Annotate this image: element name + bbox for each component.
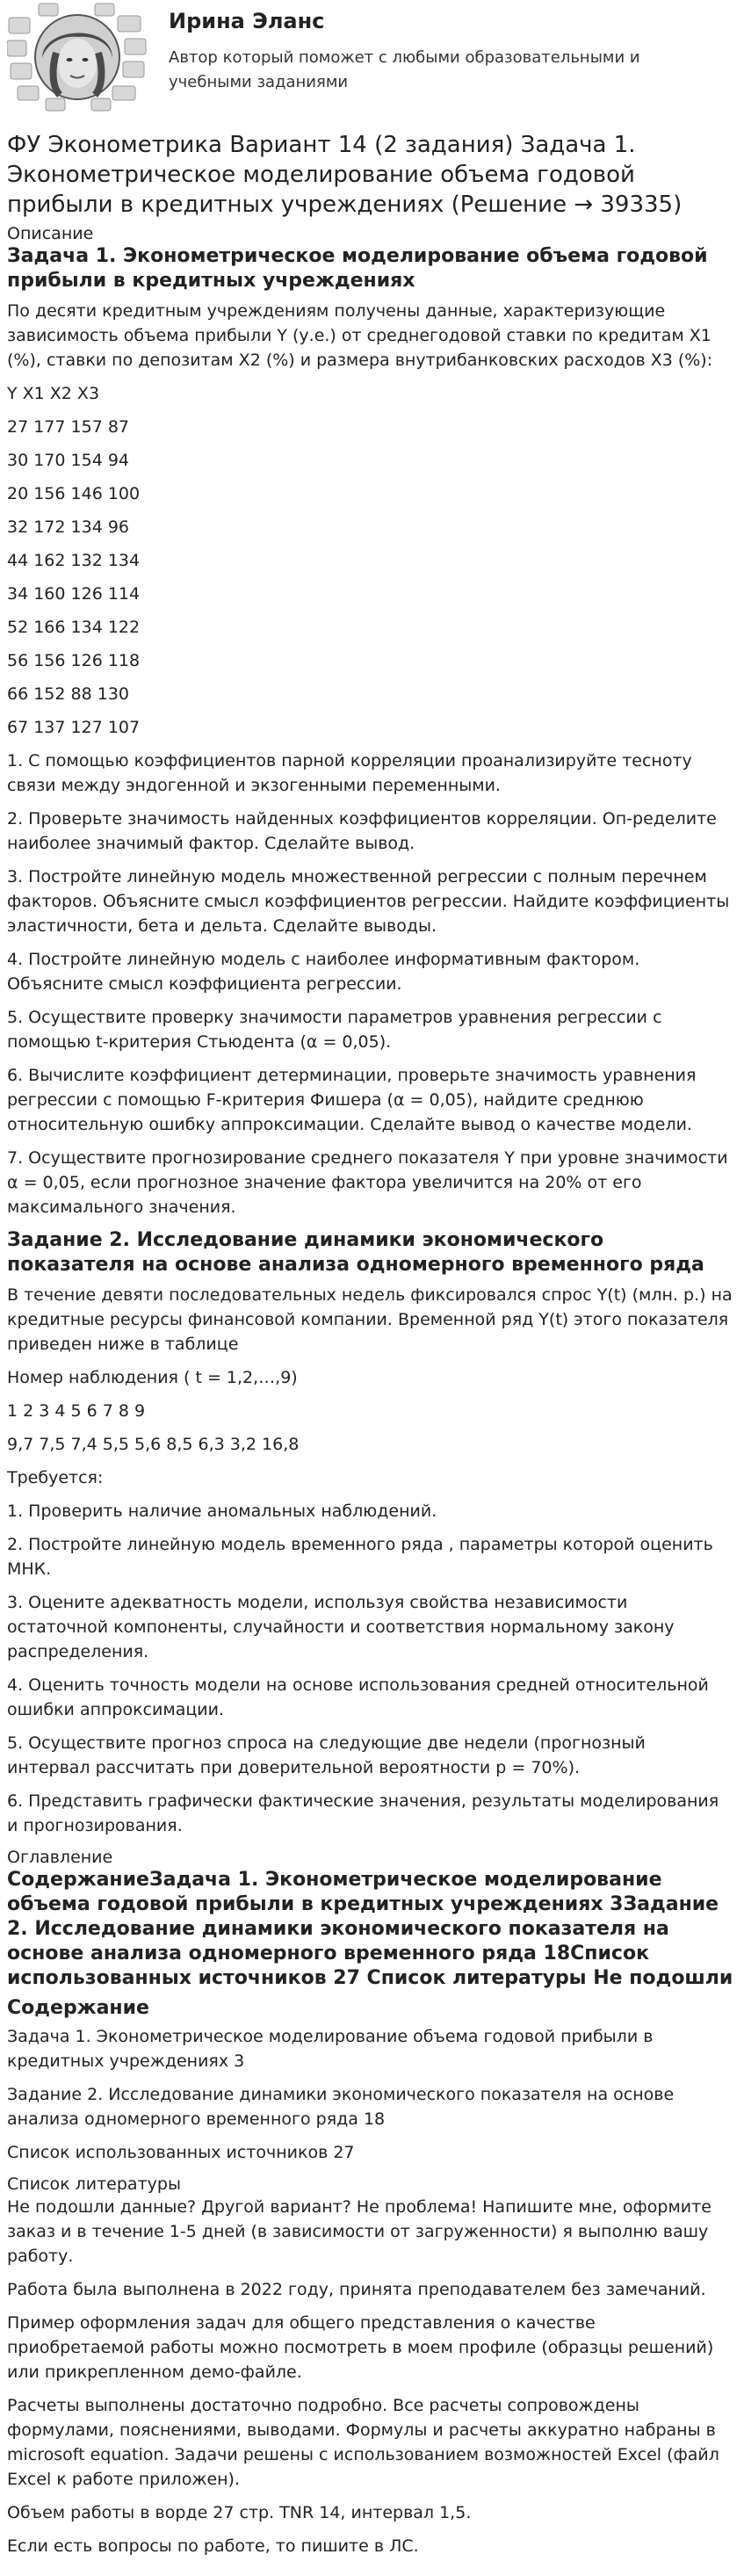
task2-heading: Задание 2. Исследование динамики экономического показателя на основе анализа одномерного временного ряда: [7, 1229, 704, 1276]
task1-row: 34 160 126 114: [7, 584, 141, 604]
avatar[interactable]: [7, 0, 148, 114]
toc-item: Задание 2. Исследование динамики экономического показателя на основе анализа одномерного временного ряда 18: [7, 2085, 675, 2129]
task2-required-label: Требуется:: [7, 1468, 104, 1487]
task1-row: 32 172 134 96: [7, 517, 130, 537]
task1-row: 44 162 132 134: [7, 551, 141, 570]
footer-paragraph: Работа была выполнена в 2022 году, принята преподавателем без замечаний.: [7, 2280, 706, 2299]
author-info: [169, 0, 696, 95]
task2-obs-values: 9,7 7,5 7,4 5,5 5,6 8,5 6,3 3,2 16,8: [7, 1435, 300, 1454]
task1-row: 20 156 146 100: [7, 484, 141, 503]
avatar-photo-icon: [7, 0, 148, 114]
toc-label: Оглавление: [7, 1848, 113, 1867]
task2-question: 3. Оцените адекватность модели, используя свойства независимости остаточной компоненты, случайности и соответствия нормальному закону распределения.: [7, 1593, 675, 1661]
task1-question: 6. Вычислите коэффициент детерминации, проверьте значимость уравнения регрессии с помощью F-критерия Фишера (α = 0,05), найдите среднюю относительную ошибку аппроксимации. Сделайте вывод о качестве модели.: [7, 1066, 697, 1134]
task1-intro: По десяти кредитным учреждениям получены данные, характеризующие зависимость объема прибыли Y (у.е.) от среднегодовой ставки по кредитам X1 (%), ставки по депозитам X2 (%) и размера внутрибанковских расходов X3 (%):: [7, 301, 713, 370]
task1-row: 66 152 88 130: [7, 684, 130, 704]
task2-question: 4. Оценить точность модели на основе использования средней относительной ошибки аппроксимации.: [7, 1675, 709, 1719]
toc-item: Задача 1. Эконометрическое моделирование объема годовой прибыли в кредитных учреждениях 3: [7, 2027, 654, 2071]
author-description: Автор который поможет с любыми образовательными и учебными заданиями: [169, 48, 640, 91]
footer-paragraph: Не подошли данные? Другой вариант? Не проблема! Напишите мне, оформите заказ и в течение 1-5 дней (в зависимости от загруженности) я выполню вашу работу.: [7, 2197, 711, 2266]
toc-heading: Содержание: [7, 1997, 149, 2019]
task2-intro: В течение девяти последовательных недель фиксировался спрос Y(t) (млн. р.) на кредитные ресурсы финансовой компании. Временной ряд Y(t) этого показателя приведен ниже в таблице: [7, 1285, 733, 1354]
footer-paragraph: Если есть вопросы по работе, то пишите в ЛС.: [7, 2536, 419, 2556]
task2-obs-label: Номер наблюдения ( t = 1,2,…,9): [7, 1368, 298, 1387]
author-header: [7, 0, 733, 121]
task1-row: 27 177 157 87: [7, 417, 130, 437]
footer-paragraph: Расчеты выполнены достаточно подробно. Все расчеты сопровождены формулами, пояснениями, выводами. Формулы и расчеты аккуратно набраны в microsoft equation. Задачи решены с использованием возможностей Excel (файл Excel к работе приложен).: [7, 2396, 719, 2489]
task1-question: 7. Осуществите прогнозирование среднего показателя Y при уровне значимости α = 0,05, если прогнозное значение фактора увеличится на 20% от его максимального значения.: [7, 1148, 728, 1217]
task1-question: 4. Постройте линейную модель с наиболее информативным фактором. Объясните смысл коэффициента регрессии.: [7, 950, 640, 994]
task2-question: 1. Проверить наличие аномальных наблюдений.: [7, 1501, 437, 1521]
literature-label: Список литературы: [7, 2174, 181, 2194]
task1-row: 52 166 134 122: [7, 618, 141, 637]
task2-question: 6. Представить графически фактические значения, результаты моделирования и прогнозирования.: [7, 1791, 719, 1835]
footer-paragraph: Пример оформления задач для общего представления о качестве приобретаемой работы можно посмотреть в моем профиле (образцы решений) или прикрепленном демо-файле.: [7, 2313, 714, 2382]
footer-paragraph: Объем работы в ворде 27 стр. TNR 14, интервал 1,5.: [7, 2503, 472, 2522]
task1-heading: Задача 1. Эконометрическое моделирование объема годовой прибыли в кредитных учреждениях: [7, 245, 708, 292]
task1-row: 67 137 127 107: [7, 718, 141, 737]
task1-row: 56 156 126 118: [7, 651, 141, 670]
task1-question: 3. Постройте линейную модель множественной регрессии с полным перечнем факторов. Объясните смысл коэффициентов регрессии. Найдите коэффициенты эластичности, бета и дельта. Сделайте выводы.: [7, 867, 730, 936]
task1-question: 1. С помощью коэффициентов парной корреляции проанализируйте тесноту связи между эндогенной и экзогенными переменными.: [7, 751, 692, 795]
task2-obs-numbers: 1 2 3 4 5 6 7 8 9: [7, 1401, 146, 1421]
description-label: Описание: [7, 224, 94, 243]
task1-question: 5. Осуществите проверку значимости параметров уравнения регрессии с помощью t-критерия Стьюдента (α = 0,05).: [7, 1008, 662, 1052]
task2-question: 5. Осуществите прогноз спроса на следующие две недели (прогнозный интервал рассчитать при доверительной вероятности р = 70%).: [7, 1733, 646, 1777]
task1-row: 30 170 154 94: [7, 451, 130, 470]
toc-item: Список использованных источников 27: [7, 2143, 355, 2162]
document-title: ФУ Эконометрика Вариант 14 (2 задания) Задача 1. Эконометрическое моделирование объема годовой прибыли в кредитных учреждениях (Решение → 39335): [7, 132, 683, 218]
author-name[interactable]: Ирина Эланс: [169, 9, 325, 33]
toc-summary: СодержаниеЗадача 1. Эконометрическое моделирование объема годовой прибыли в кредитных учреждениях 3Задание 2. Исследование динамики экономического показателя на основе анализа одномерного временного ряда 18Список использованных источников 27 Список литературы Не подошли: [7, 1869, 733, 1989]
task1-question: 2. Проверьте значимость найденных коэффициентов корреляции. Оп-ределите наиболее значимый фактор. Сделайте вывод.: [7, 809, 717, 853]
task2-question: 2. Постройте линейную модель временного ряда , параметры которой оценить МНК.: [7, 1535, 713, 1579]
task1-table-header: Y X1 X2 X3: [7, 384, 100, 403]
